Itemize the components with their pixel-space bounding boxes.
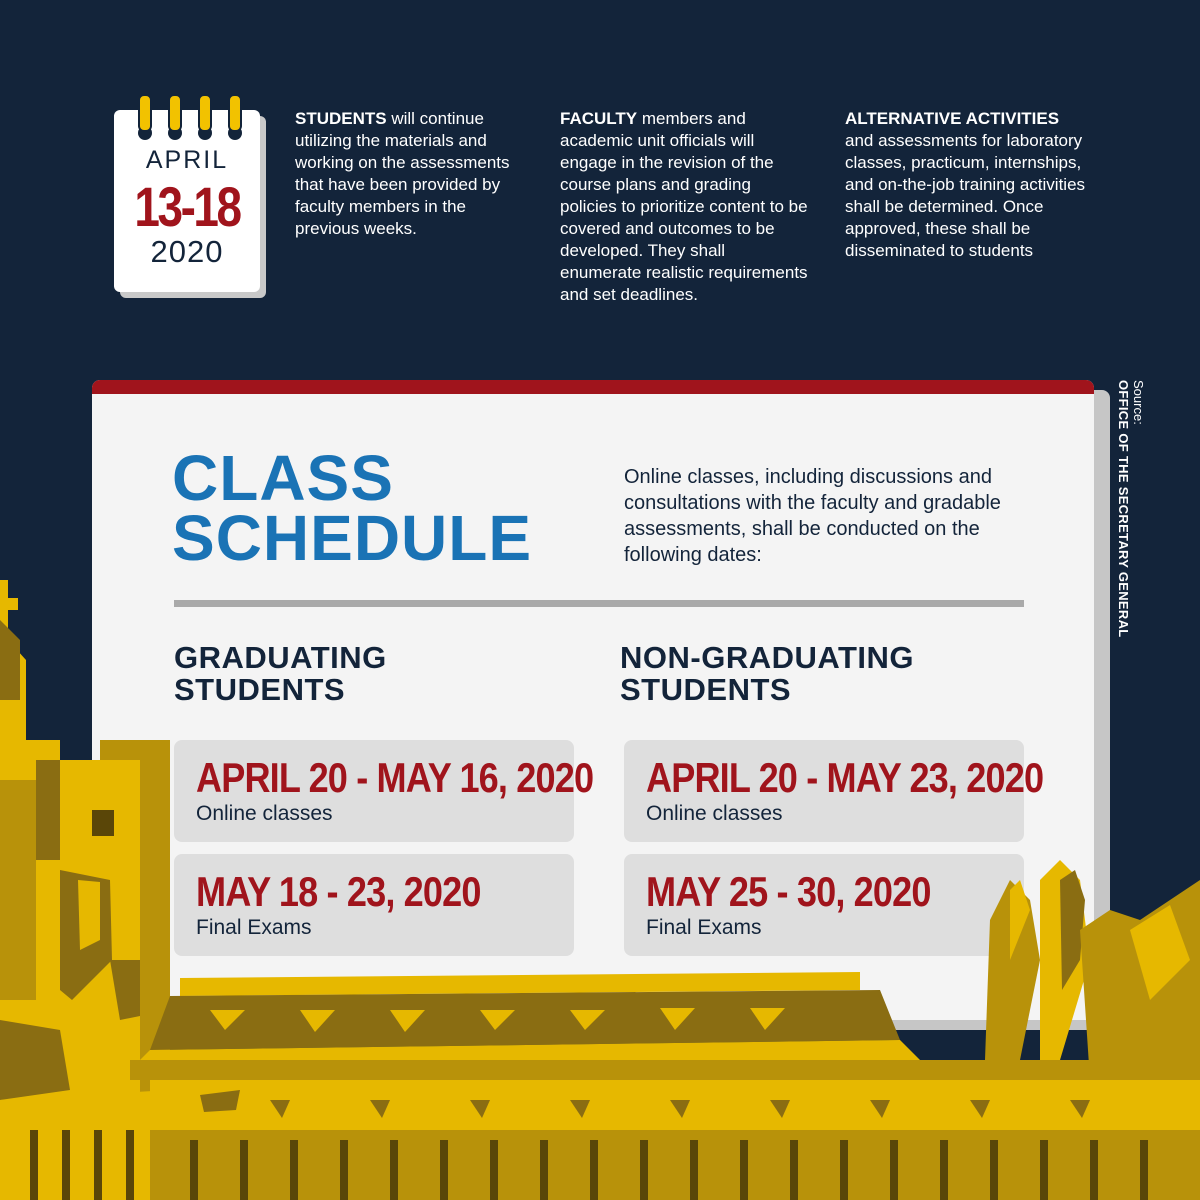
calendar-year: 2020 <box>150 234 224 269</box>
alternative-activities-note-text: and assessments for laboratory classes, practicum, internships, and on-the-job training activities shall be determined. Once approved, these shall be disseminated to students <box>845 131 1086 260</box>
date-label: Online classes <box>196 802 333 825</box>
graduating-heading-line-2: STUDENTS <box>174 672 346 707</box>
date-range: APRIL 20 - MAY 23, 2020 <box>646 754 1044 801</box>
faculty-note-lead: FACULTY <box>560 109 638 128</box>
source-organization: OFFICE OF THE SECRETARY GENERAL <box>1116 380 1131 638</box>
source-label: Source: <box>1131 380 1146 425</box>
roof-illustration <box>130 972 920 1070</box>
students-note-text: will continue utilizing the materials and working on the assessments that have been provided by faculty members in the previous weeks. <box>295 109 510 238</box>
date-label: Final Exams <box>646 916 762 939</box>
calendar-days: 13-18 <box>134 175 240 238</box>
schedule-intro: Online classes, including discussions and consultations with the faculty and gradable assessments, shall be conducted on the following dates: <box>624 466 1001 566</box>
alternative-activities-note-lead: ALTERNATIVE ACTIVITIES <box>845 109 1060 128</box>
graduating-heading-line-1: GRADUATING <box>174 640 387 675</box>
date-range: MAY 25 - 30, 2020 <box>646 868 931 915</box>
title-line-2: SCHEDULE <box>172 502 533 574</box>
students-note-lead: STUDENTS <box>295 109 387 128</box>
faculty-note-text: members and academic unit officials will engage in the revision of the course plans and grading policies to prioritize content to be covered and outcomes to be developed. They shall enumerate realistic requirements and set deadlines. <box>560 109 808 304</box>
title-line-1: CLASS <box>172 442 394 514</box>
date-label: Final Exams <box>196 916 312 939</box>
date-range: APRIL 20 - MAY 16, 2020 <box>196 754 594 801</box>
date-range: MAY 18 - 23, 2020 <box>196 868 481 915</box>
right-rocks-illustration <box>985 860 1200 1080</box>
calendar-month: APRIL <box>145 146 229 174</box>
non-graduating-heading-line-2: STUDENTS <box>620 672 792 707</box>
date-label: Online classes <box>646 802 783 825</box>
non-graduating-heading-line-1: NON-GRADUATING <box>620 640 915 675</box>
facade-illustration <box>0 1060 1200 1200</box>
